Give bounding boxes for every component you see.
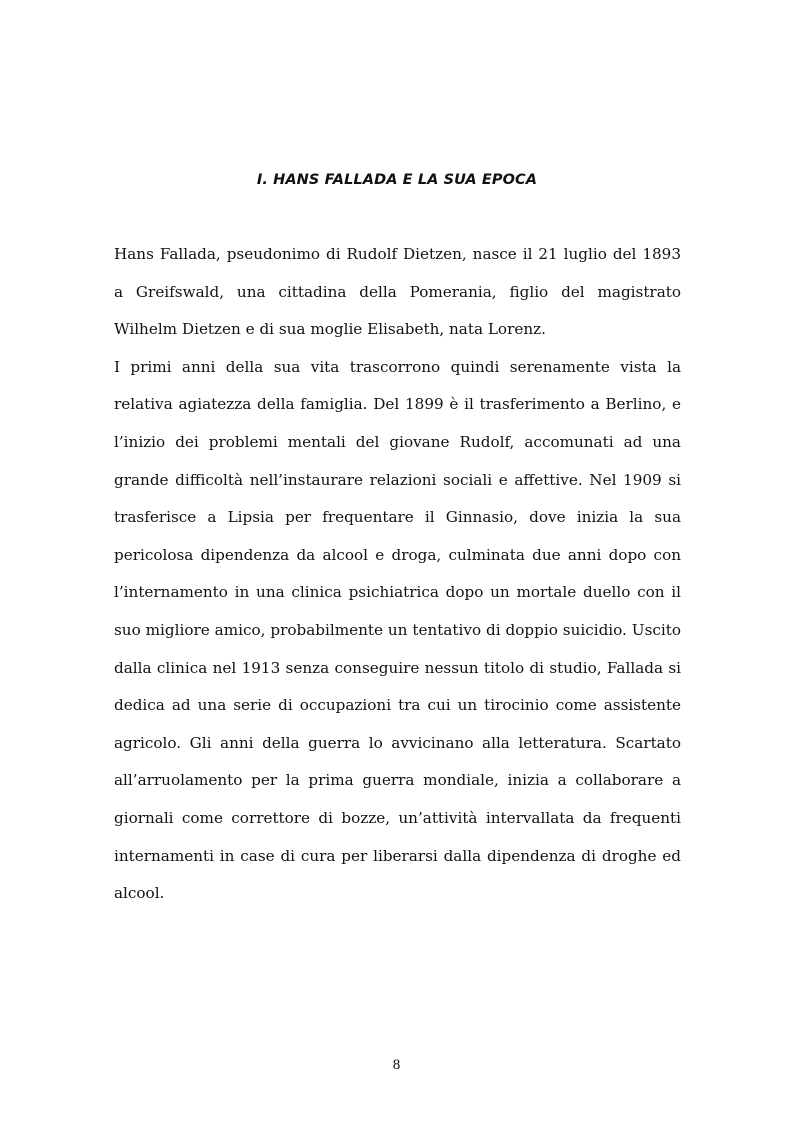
paragraph-1: Hans Fallada, pseudonimo di Rudolf Dietzen, nasce il 21 luglio del 1893 a Greifswald, una cittadina della Pomerania, figlio del magistrato Wilhelm Dietzen e di sua moglie Elisabeth, nata Lorenz. [114, 245, 681, 339]
page-number: 8 [392, 1057, 401, 1073]
chapter-title: I. HANS FALLADA E LA SUA EPOCA [256, 172, 538, 188]
paragraph-2: I primi anni della sua vita trascorrono quindi serenamente vista la relativa agiatezza della famiglia. Del 1899 è il trasferimento a Berlino, e l’inizio dei problemi mentali del giovane Rudolf, accomunati ad una grande difficoltà nell’instaurare relazioni sociali e affettive. Nel 1909 si trasferisce a Lipsia per frequentare il Ginnasio, dove inizia la sua pericolosa dipendenza da alcool e droga, culminata due anni dopo con l’internamento in una clinica psichiatrica dopo un mortale duello con il suo migliore amico, probabilmente un tentativo di doppio suicidio. Uscito dalla clinica nel 1913 senza conseguire nessun titolo di studio, Fallada si dedica ad una serie di occupazioni tra cui un tirocinio come assistente agricolo. Gli anni della guerra lo avvicinano alla letteratura. Scartato all’arruolamento per la prima guerra mondiale, inizia a collaborare a giornali come correttore di bozze, un’attività intervallata da frequenti internamenti in case di cura per liberarsi dalla dipendenza di droghe ed alcool. [114, 357, 681, 903]
body-text [114, 236, 681, 913]
